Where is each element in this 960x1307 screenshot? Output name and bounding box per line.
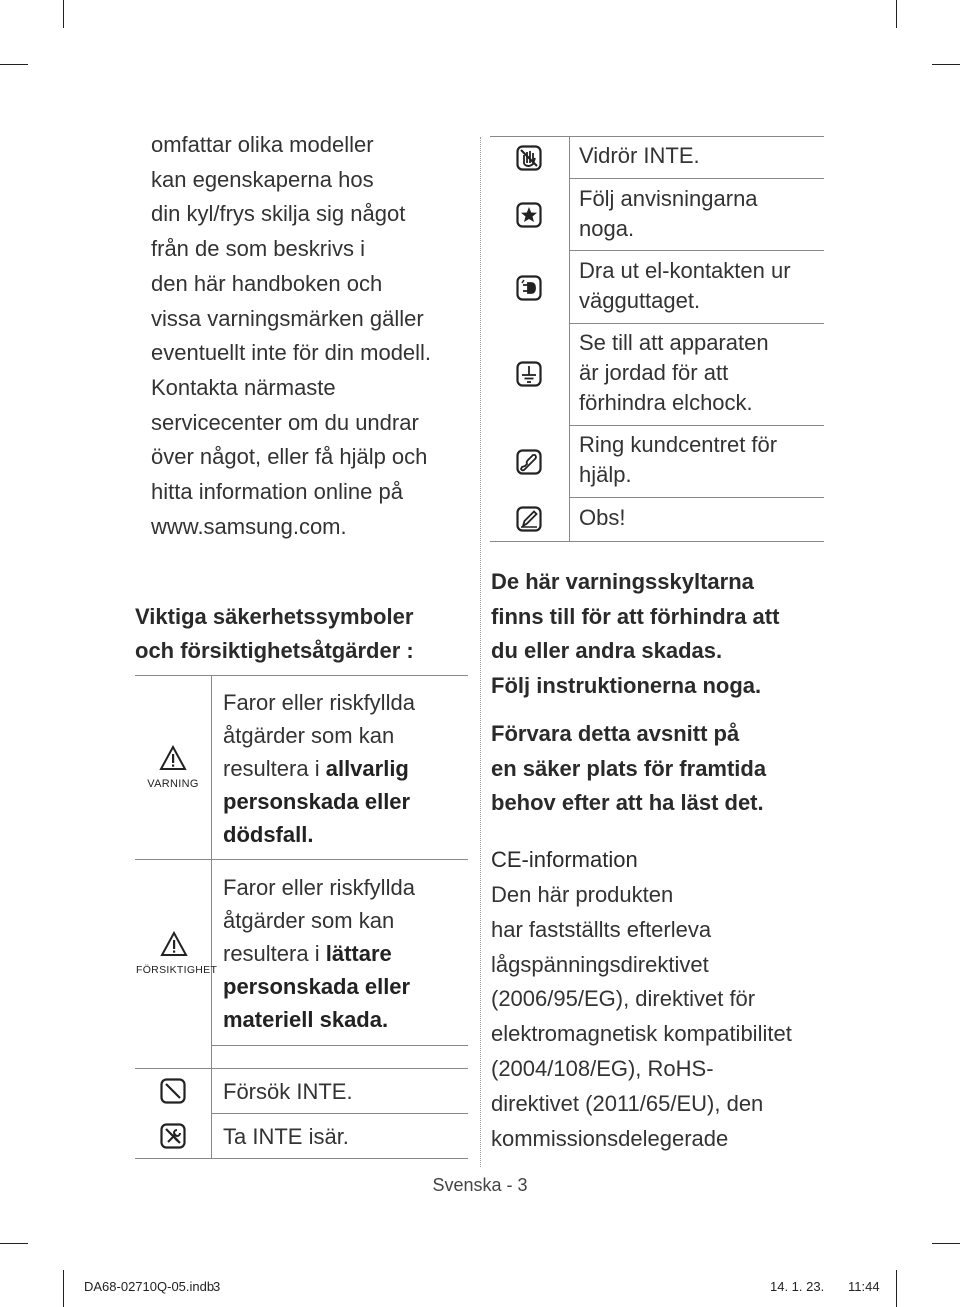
- intro-line: över något, eller få hjälp och: [151, 444, 428, 470]
- notice-line: behov efter att ha läst det.: [491, 790, 764, 815]
- table-rule: [135, 675, 468, 676]
- table-rule: [490, 541, 824, 542]
- symbol-text: [579, 430, 777, 490]
- intro-line: servicecenter om du undrar: [151, 409, 419, 435]
- section-heading-line: och försiktighetsåtgärder :: [135, 638, 414, 663]
- symbol-text: [579, 184, 758, 244]
- crop-mark: [896, 1270, 897, 1307]
- table-rule: [135, 1158, 468, 1159]
- symbol-text-line: noga.: [579, 216, 635, 241]
- ce-body-line: kommissionsdelegerade: [491, 1125, 729, 1151]
- symbol-text: [579, 141, 700, 171]
- symbol-text-line: Ring kundcentret för: [579, 432, 778, 457]
- table-rule: [135, 1068, 468, 1069]
- storage-notice-paragraph: [491, 717, 766, 821]
- ce-body-line: (2004/108/EG), RoHS-: [491, 1055, 714, 1081]
- symbol-text-line: hjälp.: [579, 462, 632, 487]
- table-rule: [211, 1113, 468, 1114]
- intro-line: från de som beskrivs i: [151, 236, 365, 262]
- intro-line: den här handboken och: [151, 270, 383, 296]
- symbol-text-line: Se till att apparaten: [579, 330, 769, 355]
- table-rule: [569, 323, 824, 324]
- notice-line: en säker plats för framtida: [491, 755, 767, 781]
- caution-line: [223, 970, 415, 1003]
- slug-page: 3: [213, 1279, 221, 1294]
- caution-triangle-icon: [160, 931, 188, 957]
- warning-line-bold: allvarlig: [325, 756, 409, 781]
- intro-line: Kontakta närmaste: [151, 374, 336, 400]
- warning-symbol: [140, 745, 206, 790]
- column-divider: [480, 137, 481, 1167]
- symbol-text: Försök INTE.: [223, 1079, 353, 1104]
- table-rule: [135, 859, 468, 860]
- table-rule: [569, 497, 824, 498]
- section-heading: [135, 600, 475, 668]
- ce-body-line: har fastställts efterleva: [491, 916, 712, 942]
- notice-line: Följ instruktionerna noga.: [491, 672, 762, 698]
- warning-notice-paragraph: [491, 565, 779, 703]
- symbol-text-line: Vidrör INTE.: [579, 143, 700, 168]
- prohibition-icon: [160, 1078, 186, 1104]
- caution-line-bold: lättare: [325, 941, 392, 966]
- notice-line: Förvara detta avsnitt på: [491, 721, 740, 746]
- symbol-text: [579, 256, 791, 316]
- table-rule: [490, 136, 824, 137]
- slug-date: 14. 1. 23.: [770, 1279, 825, 1294]
- table-rule: [211, 1045, 468, 1046]
- follow-instructions-icon: [516, 202, 542, 228]
- symbol-text: [579, 503, 625, 533]
- crop-mark: [0, 1243, 28, 1244]
- section-heading-line: Viktiga säkerhetssymboler: [135, 604, 414, 629]
- phone-icon: [516, 449, 542, 475]
- symbol-text-line: förhindra elchock.: [579, 390, 753, 415]
- warning-line: [223, 818, 415, 851]
- warning-line-plain: resultera i: [223, 756, 326, 781]
- ce-body-line: elektromagnetisk kompatibilitet: [491, 1021, 792, 1047]
- unplug-icon: [516, 275, 542, 301]
- crop-mark: [0, 64, 28, 65]
- caution-symbol: [136, 931, 218, 976]
- symbol-text-line: är jordad för att: [579, 360, 729, 385]
- ce-body-line: lågspänningsdirektivet: [491, 951, 709, 977]
- ground-icon: [516, 361, 542, 387]
- warning-line: Faror eller riskfyllda: [223, 690, 415, 715]
- intro-line: eventuellt inte för din modell.: [151, 340, 432, 366]
- table-divider: [569, 136, 570, 541]
- no-disassembly-icon: [160, 1123, 186, 1149]
- table-rule: [569, 425, 824, 426]
- notice-line: finns till för att förhindra att: [491, 603, 780, 629]
- intro-paragraph: [151, 128, 481, 544]
- caution-description: [223, 871, 415, 1036]
- caution-line-bold: personskada eller: [223, 974, 411, 999]
- ce-title: CE-information: [491, 847, 638, 872]
- ce-body-line: (2006/95/EG), direktivet för: [491, 986, 756, 1012]
- intro-line: www.samsung.com.: [151, 513, 347, 539]
- crop-mark: [932, 64, 960, 65]
- symbol-text-line: Följ anvisningarna: [579, 186, 758, 211]
- intro-line: vissa varningsmärken gäller: [151, 305, 424, 331]
- warning-label: VARNING: [147, 778, 199, 790]
- symbol-text-line: vägguttaget.: [579, 288, 701, 313]
- no-touch-icon: [516, 145, 542, 171]
- crop-mark: [896, 0, 897, 28]
- caution-label: FÖRSIKTIGHET: [136, 964, 218, 976]
- table-rule: [569, 250, 824, 251]
- warning-line: [223, 785, 415, 818]
- intro-line: kan egenskaperna hos: [151, 166, 374, 192]
- caution-line-plain: resultera i: [223, 941, 326, 966]
- ce-body: [491, 878, 792, 1156]
- caution-line: Faror eller riskfyllda: [223, 875, 415, 900]
- crop-mark: [63, 0, 64, 28]
- warning-description: [223, 686, 415, 851]
- caution-line: åtgärder som kan: [223, 908, 395, 933]
- note-icon: [516, 506, 542, 532]
- intro-line: omfattar olika modeller: [151, 132, 374, 157]
- notice-line: du eller andra skadas.: [491, 638, 723, 663]
- caution-line: [223, 1003, 415, 1036]
- symbol-text: Ta INTE isär.: [223, 1124, 349, 1149]
- slug-time: 11:44: [848, 1279, 880, 1294]
- warning-line-bold: dödsfall.: [223, 822, 314, 847]
- notice-line: De här varningsskyltarna: [491, 569, 754, 594]
- crop-mark: [63, 1270, 64, 1307]
- ce-body-line: Den här produkten: [491, 882, 674, 907]
- warning-line: [223, 752, 415, 785]
- intro-line: hitta information online på: [151, 479, 403, 505]
- page-footer: Svenska - 3: [432, 1175, 528, 1195]
- caution-line-bold: materiell skada.: [223, 1007, 389, 1032]
- table-rule: [569, 178, 824, 179]
- symbol-text-line: Dra ut el-kontakten ur: [579, 258, 791, 283]
- caution-line: [223, 937, 415, 970]
- symbol-text-line: Obs!: [579, 505, 626, 530]
- warning-triangle-icon: [159, 745, 187, 771]
- warning-line: åtgärder som kan: [223, 723, 395, 748]
- slug-file: DA68-02710Q-05.indb: [84, 1279, 215, 1294]
- table-divider: [211, 675, 212, 1158]
- warning-line-bold: personskada eller: [223, 789, 411, 814]
- ce-body-line: direktivet (2011/65/EU), den: [491, 1090, 764, 1116]
- crop-mark: [932, 1243, 960, 1244]
- symbol-text: [579, 328, 769, 418]
- intro-line: din kyl/frys skilja sig något: [151, 201, 406, 227]
